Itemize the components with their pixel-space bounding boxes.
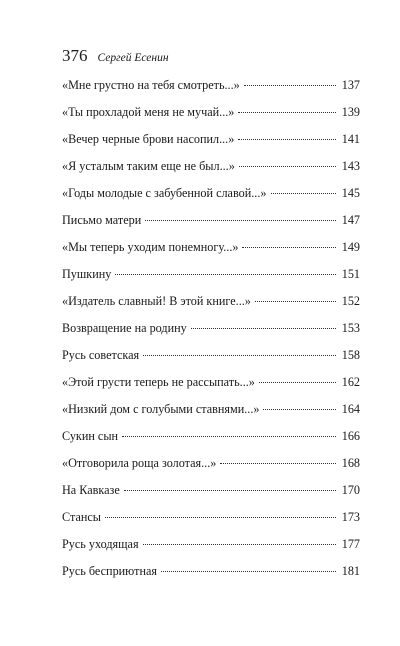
toc-entry-page: 143 <box>341 159 360 173</box>
toc-entry <box>62 427 360 445</box>
dot-leader <box>124 489 336 491</box>
toc-entry-page: 162 <box>341 375 360 389</box>
toc-entry-page: 137 <box>341 78 360 92</box>
dot-leader <box>161 570 336 572</box>
dot-leader <box>271 192 337 194</box>
toc-entry <box>62 346 360 364</box>
toc-entry-title: Сукин сын <box>62 429 119 443</box>
dot-leader <box>239 165 336 167</box>
toc-entry-page: 173 <box>341 510 360 524</box>
dot-leader <box>122 435 336 437</box>
dot-leader <box>143 543 336 545</box>
dot-leader <box>242 246 336 248</box>
dot-leader <box>263 408 336 410</box>
toc-entry-page: 158 <box>341 348 360 362</box>
toc-entry-title: «Низкий дом с голубыми ставнями...» <box>62 402 260 416</box>
dot-leader <box>105 516 336 518</box>
toc-entry <box>62 103 360 121</box>
toc-entry-title: «Этой грусти теперь не рассыпать...» <box>62 375 255 389</box>
dot-leader <box>255 300 336 302</box>
toc-entry-page: 145 <box>341 186 360 200</box>
toc-entry <box>62 76 360 94</box>
toc-entry-title: «Отговорила роща золотая...» <box>62 456 217 470</box>
toc-entry <box>62 562 360 580</box>
toc-entry-page: 170 <box>341 483 360 497</box>
toc-entry <box>62 211 360 229</box>
toc-entry-title: «Издатель славный! В этой книге...» <box>62 294 251 308</box>
toc-entry-page: 153 <box>341 321 360 335</box>
toc-entry-title: Стансы <box>62 510 101 524</box>
toc-entry <box>62 130 360 148</box>
toc-entry-page: 151 <box>341 267 360 281</box>
toc-entry-title: «Я усталым таким еще не был...» <box>62 159 235 173</box>
toc-entry-title: «Ты прохладой меня не мучай...» <box>62 105 235 119</box>
toc-entry <box>62 238 360 256</box>
toc-entry-page: 141 <box>341 132 360 146</box>
toc-entry-title: «Мы теперь уходим понемногу...» <box>62 240 239 254</box>
toc-entry-page: 139 <box>341 105 360 119</box>
toc-entry-title: Пушкину <box>62 267 112 281</box>
toc-entry-title: Русь советская <box>62 348 140 362</box>
dot-leader <box>115 273 336 275</box>
toc-entry <box>62 319 360 337</box>
toc-entry-title: Возвращение на родину <box>62 321 187 335</box>
toc-entry <box>62 400 360 418</box>
toc-entry-title: На Кавказе <box>62 483 120 497</box>
toc-entry <box>62 481 360 499</box>
toc-entry-page: 181 <box>341 564 360 578</box>
dot-leader <box>238 111 336 113</box>
toc-entry-title: «Годы молодые с забубенной славой...» <box>62 186 267 200</box>
dot-leader <box>238 138 336 140</box>
toc-entry-title: «Мне грустно на тебя смотреть...» <box>62 78 240 92</box>
toc-entry-page: 166 <box>341 429 360 443</box>
toc-entry-page: 147 <box>341 213 360 227</box>
dot-leader <box>143 354 336 356</box>
dot-leader <box>259 381 336 383</box>
table-of-contents <box>62 76 360 586</box>
toc-entry <box>62 535 360 553</box>
toc-entry-page: 177 <box>341 537 360 551</box>
toc-entry-page: 168 <box>341 456 360 470</box>
toc-entry <box>62 454 360 472</box>
toc-entry-page: 164 <box>341 402 360 416</box>
page-number: 376 <box>62 46 88 65</box>
toc-entry-title: Письмо матери <box>62 213 142 227</box>
toc-entry <box>62 157 360 175</box>
toc-entry <box>62 292 360 310</box>
toc-entry <box>62 373 360 391</box>
toc-entry <box>62 184 360 202</box>
dot-leader <box>191 327 336 329</box>
dot-leader <box>145 219 336 221</box>
toc-entry <box>62 265 360 283</box>
toc-entry-title: Русь уходящая <box>62 537 139 551</box>
toc-entry-page: 152 <box>341 294 360 308</box>
page-header <box>62 46 169 66</box>
author-name: Сергей Есенин <box>97 52 169 64</box>
toc-entry-title: Русь бесприютная <box>62 564 157 578</box>
toc-entry-page: 149 <box>341 240 360 254</box>
dot-leader <box>244 84 336 86</box>
toc-entry <box>62 508 360 526</box>
dot-leader <box>220 462 336 464</box>
toc-entry-title: «Вечер черные брови насопил...» <box>62 132 235 146</box>
